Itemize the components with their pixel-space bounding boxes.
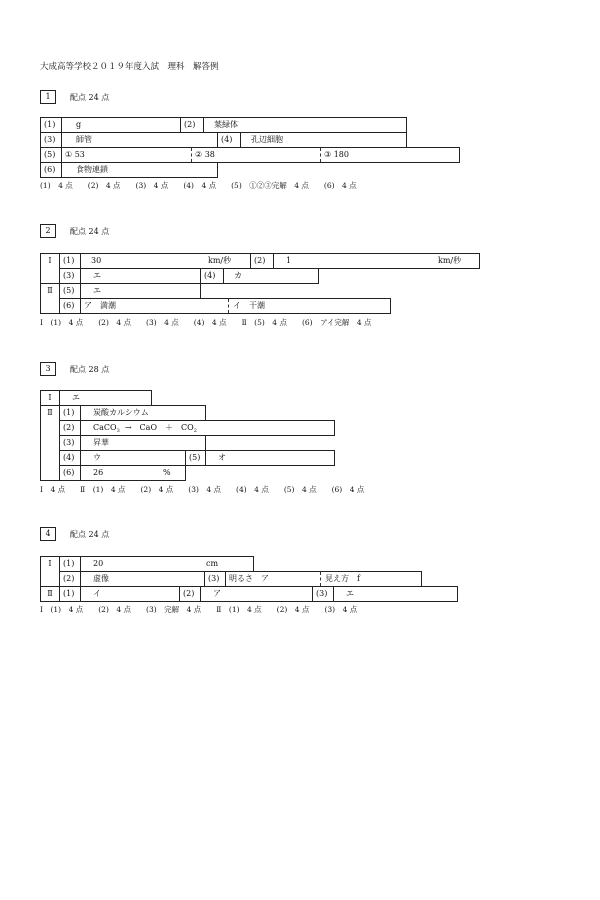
answer-cell: 30: [80, 253, 251, 269]
q-label: (5): [40, 147, 62, 163]
unit-label: km/秒: [438, 256, 462, 265]
dashed-divider: [320, 572, 321, 586]
score-breakdown: (1) 4 点 (2) 4 点 (3) 4 点 (4) 4 点 (5) ①②③完解 4 点 (6) 4 点: [40, 181, 357, 190]
q-label: (3): [59, 268, 81, 284]
score-breakdown: Ⅰ (1) 4 点 (2) 4 点 (3) 完解 4 点 Ⅱ (1) 4 点 (2) 4 点 (3) 4 点: [40, 605, 358, 614]
section-number: 2: [40, 224, 56, 238]
answer-cell: [80, 420, 335, 436]
answer-cell: 20: [80, 556, 254, 572]
answer-cell: ウ: [80, 450, 186, 466]
unit-label: %: [163, 468, 171, 477]
answer-cell: 1: [273, 253, 480, 269]
section-number: 3: [40, 362, 56, 376]
dashed-divider: [228, 299, 229, 313]
score-breakdown: Ⅰ (1) 4 点 (2) 4 点 (3) 4 点 (4) 4 点 Ⅱ (5) 4 点 (6) アイ完解 4 点: [40, 318, 372, 327]
answer-part: ア 満潮: [84, 301, 116, 310]
q-label: (2): [59, 571, 81, 587]
part-label: Ⅰ: [40, 556, 60, 587]
q-label: (1): [59, 253, 81, 269]
q-label: (6): [59, 298, 81, 314]
section-number: 1: [40, 90, 56, 104]
answer-cell: オ: [205, 450, 335, 466]
subscript: 2: [193, 428, 197, 434]
part-label: Ⅱ: [40, 405, 60, 481]
answer-cell: エ: [59, 390, 152, 406]
part-label: Ⅱ: [40, 283, 60, 314]
q-label: (3): [59, 435, 81, 451]
answer-cell: 孔辺細胞: [240, 132, 407, 148]
unit-label: km/秒: [208, 256, 232, 265]
answer-cell: 食物連鎖: [61, 162, 218, 178]
q-label: (4): [200, 268, 224, 284]
q-label: (1): [59, 556, 81, 572]
q-label: (4): [217, 132, 241, 148]
answer-cell: エ: [80, 283, 201, 299]
answer-cell: エ: [333, 586, 458, 602]
q-label: (3): [204, 571, 226, 587]
q-label: (2): [179, 586, 201, 602]
q-label: (5): [185, 450, 206, 466]
answer-cell: エ: [80, 268, 201, 284]
answer-cell: [61, 147, 460, 163]
dashed-divider: [191, 148, 192, 162]
part-label: Ⅰ: [40, 253, 60, 284]
answer-cell: 炭酸カルシウム: [80, 405, 206, 421]
page-title: 大成高等学校２０１９年度入試 理科 解答例: [40, 62, 219, 72]
answer-cell: 虚像: [80, 571, 205, 587]
q-label: (1): [40, 117, 62, 133]
dashed-divider: [320, 148, 321, 162]
answer-cell: イ: [80, 586, 180, 602]
q-label: (4): [59, 450, 81, 466]
answer-cell: カ: [223, 268, 319, 284]
part-label: Ⅱ: [40, 586, 60, 602]
answer-cell: 葉緑体: [203, 117, 407, 133]
section-points: 配点 24 点: [70, 227, 110, 236]
q-label: (1): [59, 586, 81, 602]
answer-part: 見え方 f: [325, 574, 360, 583]
section-number: 4: [40, 527, 56, 541]
q-label: (3): [40, 132, 62, 148]
score-breakdown: Ⅰ 4 点 Ⅱ (1) 4 点 (2) 4 点 (3) 4 点 (4) 4 点 (5) 4 点 (6) 4 点: [40, 485, 365, 494]
answer-cell: 昇華: [80, 435, 206, 451]
answer-part: ② 38: [195, 150, 215, 159]
q-label: (6): [59, 465, 81, 481]
answer-part: イ 干潮: [233, 301, 265, 310]
section-points: 配点 24 点: [70, 93, 110, 102]
q-label: (3): [312, 586, 334, 602]
q-label: (6): [40, 162, 62, 178]
subscript: 3: [116, 428, 120, 434]
formula-part: CaCO: [93, 423, 117, 432]
q-label: (2): [59, 420, 81, 436]
answer-cell: ア: [200, 586, 313, 602]
unit-label: cm: [206, 559, 219, 568]
answer-part: ③ 180: [324, 150, 349, 159]
section-points: 配点 28 点: [70, 365, 110, 374]
answer-cell: 師管: [61, 132, 218, 148]
q-label: (1): [59, 405, 81, 421]
part-label: Ⅰ: [40, 390, 60, 406]
section-points: 配点 24 点: [70, 530, 110, 539]
formula-part: → CaO ＋ CO: [124, 423, 194, 432]
q-label: (2): [250, 253, 274, 269]
answer-part: ① 53: [65, 150, 85, 159]
answer-cell: g: [61, 117, 181, 133]
q-label: (2): [180, 117, 204, 133]
q-label: (5): [59, 283, 81, 299]
answer-cell: 26: [80, 465, 186, 481]
answer-part: 明るさ ア: [229, 574, 269, 583]
